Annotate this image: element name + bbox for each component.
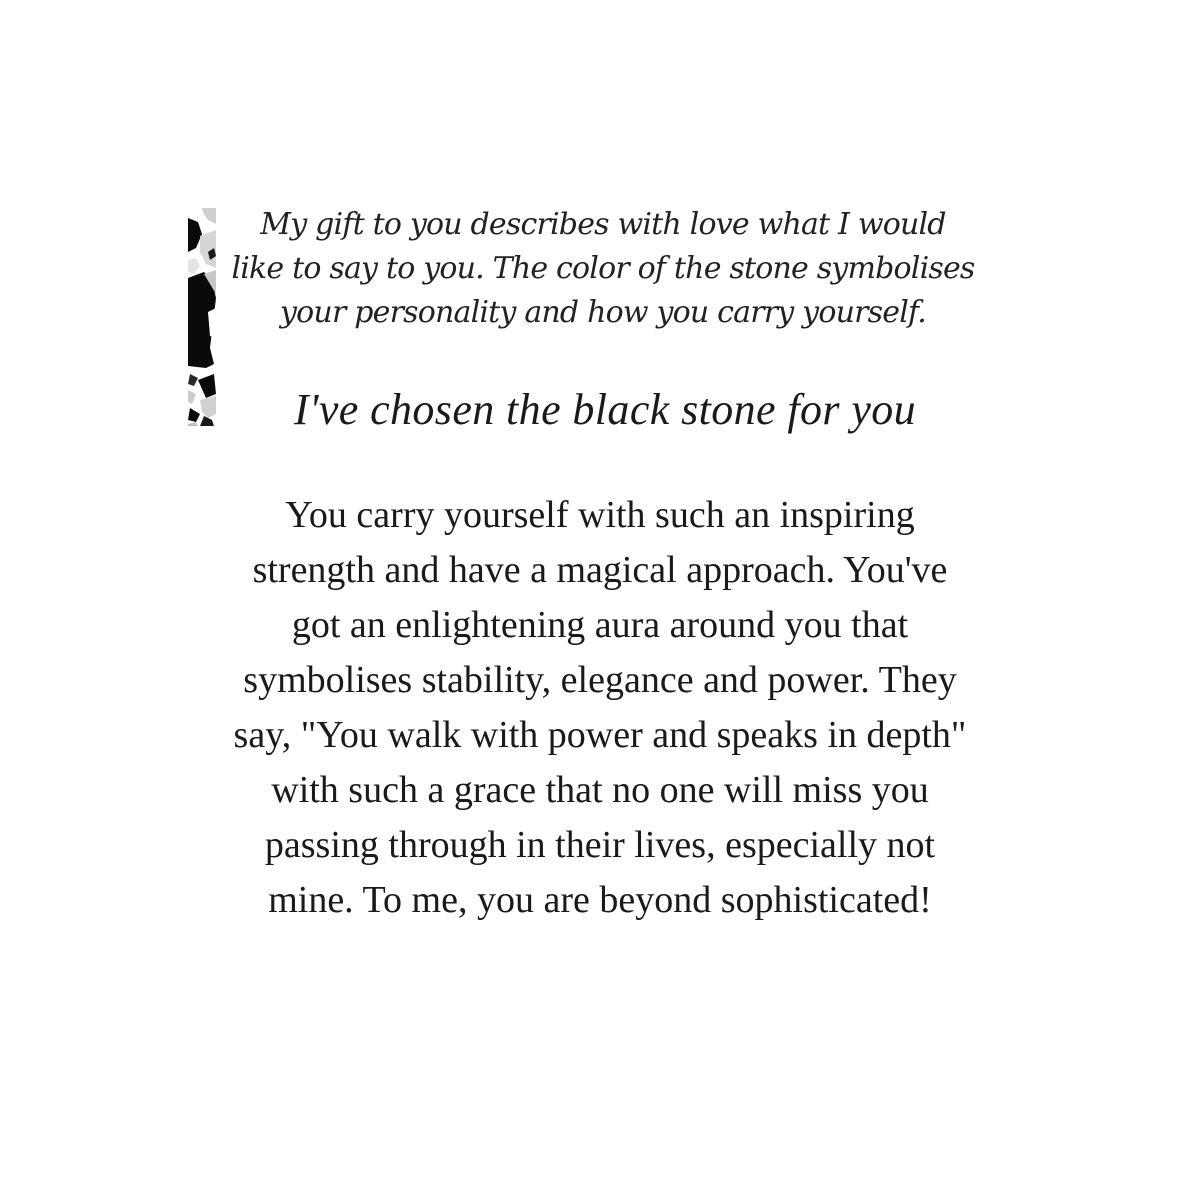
stone-heading: I've chosen the black stone for you: [293, 385, 917, 434]
intro-line: your personality and how you carry yourself.: [280, 295, 926, 330]
intro-line: like to say to you. The color of the stone symbolises: [231, 251, 975, 286]
body-paragraph: [200, 488, 1000, 928]
body-line: with such a grace that no one will miss you: [271, 769, 929, 811]
body-line: strength and have a magical approach. You've: [252, 549, 948, 591]
body-line: mine. To me, you are beyond sophisticated!: [268, 879, 932, 921]
body-line: symbolises stability, elegance and power. They: [243, 659, 957, 701]
body-line: got an enlightening aura around you that: [291, 604, 909, 646]
body-line: say, "You walk with power and speaks in depth": [233, 714, 967, 756]
intro-line: My gift to you describes with love what I would: [260, 207, 946, 242]
body-line: passing through in their lives, especially not: [264, 824, 936, 866]
body-line: You carry yourself with such an inspiring: [285, 494, 915, 536]
intro-paragraph: [230, 203, 976, 335]
